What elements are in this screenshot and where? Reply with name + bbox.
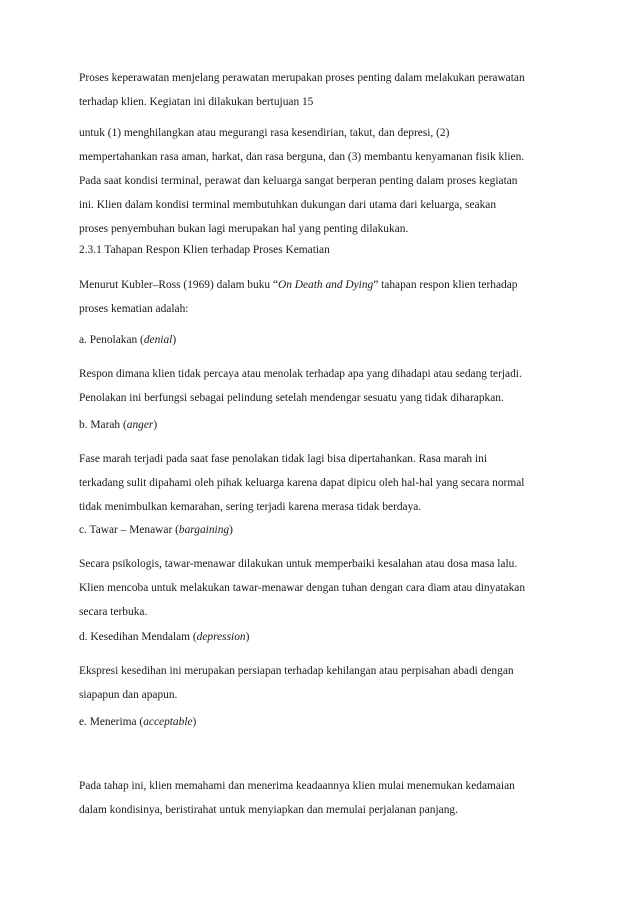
text-line: Klien mencoba untuk melakukan tawar-menawar dengan tuhan dengan cara diam atau dinyatakan [79,582,526,594]
stage-b-heading: b. Marah (anger) [79,419,158,431]
stage-b-text [79,447,569,519]
stage-a-heading: a. Penolakan (denial) [79,334,177,346]
text-line: proses penyembuhan bukan lagi merupakan hal yang penting dilakukan. [79,223,409,235]
text-line: siapapun dan apapun. [79,689,178,701]
section-heading: 2.3.1 Tahapan Respon Klien terhadap Proses Kematian [79,244,330,256]
text-line: Pada tahap ini, klien memahami dan menerima keadaannya klien mulai menemukan kedamaian [79,780,515,792]
text-line: Secara psikologis, tawar-menawar dilakukan untuk memperbaiki kesalahan atau dosa masa lalu. [79,558,518,570]
text-line: tidak menimbulkan kemarahan, sering terjadi karena merasa tidak berdaya. [79,501,422,513]
paragraph-purpose [79,121,569,241]
text-line: Menurut Kubler–Ross (1969) dalam buku “On Death and Dying” tahapan respon klien terhadap [79,279,518,291]
text-line: Penolakan ini berfungsi sebagai pelindung setelah mendengar sesuatu yang tidak diharapkan. [79,392,504,404]
stage-a-text [79,362,569,410]
text-line: proses kematian adalah: [79,303,189,315]
text-line: Pada saat kondisi terminal, perawat dan keluarga sangat berperan penting dalam proses kegiatan [79,175,518,187]
stage-e-text [79,774,569,822]
text-line: Proses keperawatan menjelang perawatan merupakan proses penting dalam melakukan perawatan [79,72,525,84]
text-line: terkadang sulit dipahami oleh pihak keluarga karena dapat dipicu oleh hal-hal yang secara normal [79,477,525,489]
text-line: secara terbuka. [79,606,148,618]
stage-d-heading: d. Kesedihan Mendalam (depression) [79,631,250,643]
stage-e-heading: e. Menerima (acceptable) [79,716,197,728]
stage-c-text [79,552,569,624]
stage-d-text [79,659,569,707]
text-line: Ekspresi kesedihan ini merupakan persiapan terhadap kehilangan atau perpisahan abadi dengan [79,665,514,677]
text-line: Respon dimana klien tidak percaya atau menolak terhadap apa yang dihadapi atau sedang terjadi. [79,368,522,380]
text-line: mempertahankan rasa aman, harkat, dan rasa berguna, dan (3) membantu kenyamanan fisik klien. [79,151,525,163]
stage-c-heading: c. Tawar – Menawar (bargaining) [79,524,233,536]
text-line: untuk (1) menghilangkan atau megurangi rasa kesendirian, takut, dan depresi, (2) [79,127,450,139]
text-line: terhadap klien. Kegiatan ini dilakukan bertujuan 15 [79,96,314,108]
text-line: dalam kondisinya, beristirahat untuk menyiapkan dan memulai perjalanan panjang. [79,804,458,816]
text-line: Fase marah terjadi pada saat fase penolakan tidak lagi bisa dipertahankan. Rasa marah ini [79,453,488,465]
text-line: ini. Klien dalam kondisi terminal membutuhkan dukungan dari utama dari keluarga, seakan [79,199,497,211]
paragraph-intro [79,66,569,114]
book-title: On Death and Dying [278,279,374,291]
paragraph-kubler-ross [79,273,569,321]
